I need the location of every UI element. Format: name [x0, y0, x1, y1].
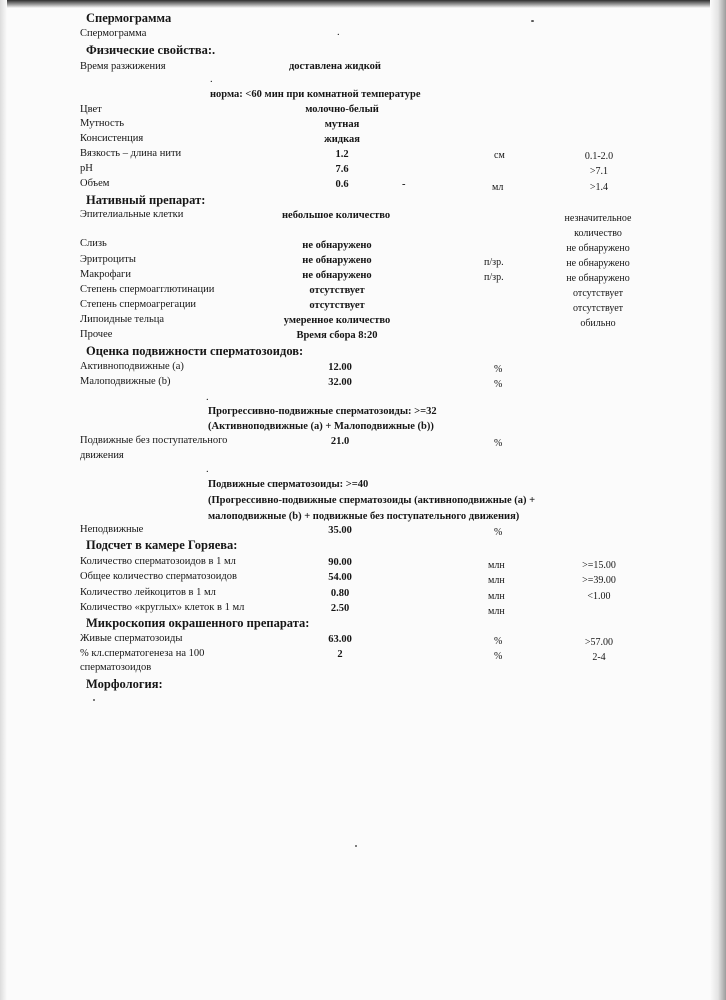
- consistency-label: Консистенция: [80, 133, 144, 144]
- liquefaction-label: Время разжижения: [80, 61, 166, 72]
- liquefaction-norm: норма: <60 мин при комнатной температуре: [210, 89, 421, 100]
- motile-note-line1: Подвижные сперматозоиды: >=40: [208, 479, 369, 490]
- epithelial-value: небольшое количество: [282, 210, 391, 221]
- progressive-note-line1: Прогрессивно-подвижные сперматозоиды: >=32: [208, 406, 437, 417]
- epithelial-ref-line2: количество: [574, 228, 622, 239]
- lipoid-bodies-label: Липоидные тельца: [80, 314, 165, 325]
- viscosity-value: 1.2: [335, 149, 349, 160]
- volume-unit: мл: [492, 182, 504, 193]
- macrophages-unit: п/зр.: [484, 272, 504, 283]
- spermatogenesis-ref: 2-4: [592, 652, 606, 663]
- ph-label: pH: [80, 163, 93, 174]
- spermatogenesis-unit: %: [494, 651, 503, 662]
- section-stained-header: Микроскопия окрашенного препарата:: [86, 616, 310, 630]
- immotile-label: Неподвижные: [80, 524, 144, 535]
- lipoid-bodies-value: умеренное количество: [283, 315, 391, 326]
- viscosity-ref: 0.1-2.0: [584, 151, 614, 162]
- volume-ref: >1.4: [589, 182, 609, 193]
- live-sperm-label: Живые сперматозоиды: [80, 633, 183, 644]
- motile-note-line3: малоподвижные (b) + подвижные без поступательного движения): [208, 511, 520, 522]
- mucus-value: не обнаружено: [302, 240, 372, 251]
- agglutination-value: отсутствует: [309, 285, 365, 296]
- agglutination-label: Степень спермоагглютинации: [80, 284, 215, 295]
- scan-dot: .: [337, 27, 340, 38]
- leukocytes-ref: <1.00: [587, 591, 611, 602]
- round-cells-value: 2.50: [330, 603, 350, 614]
- total-sperm-ref: >=39.00: [582, 575, 616, 586]
- volume-label: Объем: [80, 178, 110, 189]
- macrophages-label: Макрофаги: [80, 269, 131, 280]
- leukocytes-value: 0.80: [330, 588, 350, 599]
- other-value: Время сбора 8:20: [296, 330, 378, 341]
- motile-note-line2: (Прогрессивно-подвижные сперматозоиды (активноподвижные (a) +: [208, 495, 536, 506]
- live-sperm-unit: %: [494, 636, 503, 647]
- immotile-unit: %: [494, 527, 503, 538]
- viscosity-label: Вязкость – длина нити: [80, 148, 182, 159]
- other-label: Прочее: [80, 329, 113, 340]
- progressive-a-unit: %: [494, 364, 503, 375]
- erythrocytes-label: Эритроциты: [80, 254, 136, 265]
- progressive-note-line2: (Активноподвижные (a) + Малоподвижные (b)): [208, 421, 434, 432]
- section-goryaev-header: Подсчет в камере Горяева:: [86, 538, 238, 552]
- aggregation-value: отсутствует: [309, 300, 365, 311]
- aggregation-label: Степень спермоагрегации: [80, 299, 197, 310]
- volume-value: 0.6: [335, 179, 349, 190]
- total-sperm-unit: млн: [488, 575, 505, 586]
- live-sperm-value: 63.00: [328, 634, 352, 645]
- nonprogressive-unit: %: [494, 438, 503, 449]
- aggregation-ref: отсутствует: [572, 303, 624, 314]
- erythrocytes-ref: не обнаружено: [566, 258, 630, 269]
- viscosity-unit: см: [494, 150, 505, 161]
- progressive-a-value: 12.00: [328, 362, 352, 373]
- color-value: молочно-белый: [305, 104, 379, 115]
- report-title: Спермограмма: [86, 11, 172, 25]
- ph-value: 7.6: [335, 164, 349, 175]
- section-native-header: Нативный препарат:: [86, 193, 206, 207]
- immotile-value: 35.00: [328, 525, 352, 536]
- erythrocytes-unit: п/зр.: [484, 257, 504, 268]
- section-morphology-header: Морфология:: [86, 677, 163, 691]
- scan-speck: [531, 20, 534, 22]
- spermatogenesis-value: 2: [337, 649, 343, 660]
- sperm-per-ml-ref: >=15.00: [582, 560, 616, 571]
- progressive-a-label: Активноподвижные (a): [80, 361, 184, 372]
- sperm-per-ml-label: Количество сперматозоидов в 1 мл: [80, 556, 236, 567]
- leukocytes-unit: млн: [488, 591, 505, 602]
- sperm-per-ml-value: 90.00: [328, 557, 352, 568]
- round-cells-unit: млн: [488, 606, 505, 617]
- spermatogenesis-label-line2: сперматозоидов: [80, 662, 152, 673]
- total-sperm-value: 54.00: [328, 572, 352, 583]
- nonprogressive-label-line2: движения: [80, 450, 124, 461]
- round-cells-label: Количество «круглых» клеток в 1 мл: [80, 602, 245, 613]
- leukocytes-label: Количество лейкоцитов в 1 мл: [80, 587, 216, 598]
- progressive-b-unit: %: [494, 379, 503, 390]
- report-subtitle: Спермограмма: [80, 28, 147, 39]
- scan-dot: .: [206, 464, 209, 475]
- nonprogressive-label-line1: Подвижные без поступательного: [80, 435, 228, 446]
- mucus-label: Слизь: [80, 238, 107, 249]
- consistency-value: жидкая: [324, 134, 360, 145]
- epithelial-ref-line1: незначительное: [564, 213, 632, 224]
- mucus-ref: не обнаружено: [566, 243, 630, 254]
- turbidity-value: мутная: [324, 119, 360, 130]
- spermatogenesis-label-line1: % кл.сперматогенеза на 100: [80, 648, 205, 659]
- erythrocytes-value: не обнаружено: [302, 255, 372, 266]
- progressive-b-label: Малоподвижные (b): [80, 376, 171, 387]
- section-motility-header: Оценка подвижности сперматозоидов:: [86, 344, 304, 358]
- progressive-b-value: 32.00: [328, 377, 352, 388]
- scan-dot: .: [210, 74, 213, 85]
- scan-dot: .: [206, 392, 209, 403]
- macrophages-ref: не обнаружено: [566, 273, 630, 284]
- total-sperm-label: Общее количество сперматозоидов: [80, 571, 237, 582]
- scan-speck: [355, 845, 357, 847]
- sperm-per-ml-unit: млн: [488, 560, 505, 571]
- turbidity-label: Мутность: [80, 118, 125, 129]
- color-label: Цвет: [80, 104, 102, 115]
- macrophages-value: не обнаружено: [302, 270, 372, 281]
- agglutination-ref: отсутствует: [572, 288, 624, 299]
- liquefaction-value: доставлена жидкой: [289, 61, 381, 72]
- scan-dash: -: [402, 179, 406, 190]
- lipoid-bodies-ref: обильно: [580, 318, 616, 329]
- nonprogressive-value: 21.0: [330, 436, 350, 447]
- scan-speck: [93, 699, 95, 701]
- ph-ref: >7.1: [589, 166, 609, 177]
- live-sperm-ref: >57.00: [584, 637, 614, 648]
- epithelial-label: Эпителиальные клетки: [80, 209, 184, 220]
- section-physical-header: Физические свойства:.: [86, 43, 216, 57]
